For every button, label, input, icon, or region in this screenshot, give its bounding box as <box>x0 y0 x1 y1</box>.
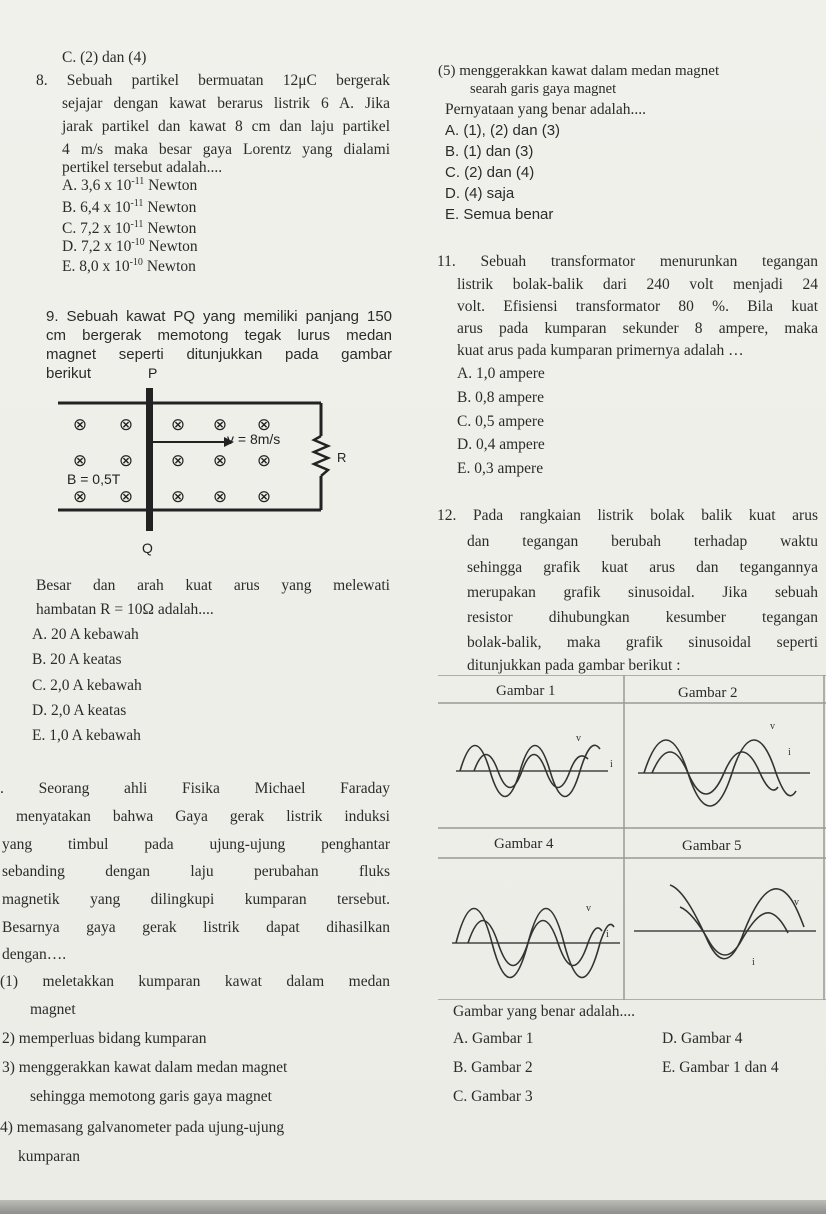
q9-line: magnet seperti ditunjukkan pada gambar <box>46 346 392 363</box>
label-i: i <box>752 957 755 968</box>
field-symbol: ⊗ <box>170 487 186 507</box>
q11-line: listrik bolak-balik dari 240 volt menjadi 24 <box>457 276 818 293</box>
q10-stem: Pernyataan yang benar adalah.... <box>445 101 646 118</box>
q9-line: 9. Sebuah kawat PQ yang memiliki panjang 150 <box>46 308 392 325</box>
q10-line: . Seorang ahli Fisika Michael Faraday <box>0 780 390 797</box>
field-symbol: ⊗ <box>72 415 88 435</box>
q8-option-d: D. 7,2 x $10^{-10}$ Newton <box>62 237 198 255</box>
q10-item-2: 2) memperluas bidang kumparan <box>2 1030 207 1047</box>
q9-line: hambatan R = 10Ω adalah.... <box>36 601 214 618</box>
q10-line: menyatakan bahwa Gaya gerak listrik induksi <box>16 808 390 825</box>
q11-line: arus pada kumparan sekunder 8 ampere, maka <box>457 320 818 337</box>
q10-item-4: kumparan <box>18 1148 80 1165</box>
q8-line: pertikel tersebut adalah.... <box>62 159 223 176</box>
field-symbol: ⊗ <box>170 415 186 435</box>
q10-line: sebanding dengan laju perubahan fluks <box>2 863 390 880</box>
label-gambar-4: Gambar 4 <box>494 836 554 852</box>
q12-line: sehingga grafik kuat arus dan tegangannya <box>467 559 818 576</box>
q10-item-3: 3) menggerakkan kawat dalam medan magnet <box>2 1059 288 1076</box>
field-symbol: ⊗ <box>72 487 88 507</box>
q12-option-d: D. Gambar 4 <box>662 1030 743 1047</box>
label-v: v <box>576 733 581 744</box>
q9-figure <box>50 364 370 564</box>
label-v: v <box>770 721 775 732</box>
q10-option-b: B. (1) dan (3) <box>445 143 534 160</box>
q8-option-a: A. 3,6 x $10^{-11}$ Newton <box>62 176 198 194</box>
q10-item-1: magnet <box>30 1001 76 1018</box>
q10-line: yang timbul pada ujung-ujung penghantar <box>2 836 390 853</box>
q12-option-b: B. Gambar 2 <box>453 1059 533 1076</box>
q10-item-5: searah garis gaya magnet <box>470 81 617 97</box>
field-symbol: ⊗ <box>212 487 228 507</box>
q11-option-c: C. 0,5 ampere <box>457 413 544 430</box>
rod-pq <box>146 388 153 531</box>
q11-line: volt. Efisiensi transformator 80 %. Bila kuat <box>457 298 818 315</box>
q12-line: dan tegangan berubah terhadap waktu <box>467 533 818 550</box>
page-edge-shadow <box>0 1200 826 1214</box>
q9-option-a: A. 20 A kebawah <box>32 626 139 643</box>
q8-line: 4 m/s maka besar gaya Lorentz yang dialami <box>62 141 390 158</box>
q10-option-c: C. (2) dan (4) <box>445 164 535 181</box>
label-p: P <box>148 365 158 381</box>
q9-option-b: B. 20 A keatas <box>32 651 122 668</box>
q10-line: magnetik yang dilingkupi kumparan tersebut. <box>2 891 390 908</box>
q10-option-e: E. Semua benar <box>445 206 554 223</box>
q9-option-c: C. 2,0 A kebawah <box>32 677 142 694</box>
q10-item-1: (1) meletakkan kumparan kawat dalam medan <box>0 973 390 990</box>
q9-line: Besar dan arah kuat arus yang melewati <box>36 577 390 594</box>
field-symbol: ⊗ <box>256 415 272 435</box>
label-r: R <box>337 450 347 465</box>
q10-line: dengan…. <box>2 946 67 963</box>
field-symbol: ⊗ <box>118 415 134 435</box>
q10-item-4: 4) memasang galvanometer pada ujung-ujung <box>0 1119 285 1136</box>
label-i: i <box>610 759 613 770</box>
label-i: i <box>788 747 791 758</box>
q8-line: 8. Sebuah partikel bermuatan 12μC bergerak <box>36 72 390 89</box>
field-symbol: ⊗ <box>256 487 272 507</box>
q8-option-e: E. 8,0 x $10^{-10}$ Newton <box>62 257 196 275</box>
q8-line: sejajar dengan kawat berarus listrik 6 A. Jika <box>62 95 390 112</box>
q9-line: cm bergerak memotong tegak lurus medan <box>46 327 392 344</box>
q11-line: kuat arus pada kumparan primernya adalah … <box>457 342 744 359</box>
label-gambar-5: Gambar 5 <box>682 838 742 854</box>
q11-option-d: D. 0,4 ampere <box>457 436 545 453</box>
q8-line: jarak partikel dan kawat 8 cm dan laju partikel <box>62 118 390 135</box>
q10-option-a: A. (1), (2) dan (3) <box>445 122 561 139</box>
q10-item-3: sehingga memotong garis gaya magnet <box>30 1088 272 1105</box>
label-i: i <box>606 929 609 940</box>
q11-option-b: B. 0,8 ampere <box>457 389 544 406</box>
field-symbol: ⊗ <box>212 451 228 471</box>
q12-stem: Gambar yang benar adalah.... <box>453 1003 636 1020</box>
q9-option-d: D. 2,0 A keatas <box>32 702 127 719</box>
resistor-r <box>314 436 328 476</box>
q7-option-c: C. (2) dan (4) <box>62 49 147 66</box>
q11-option-a: A. 1,0 ampere <box>457 365 545 382</box>
q10-item-5: (5) menggerakkan kawat dalam medan magnet <box>438 63 720 79</box>
graph-table <box>438 675 826 1000</box>
q8-option-c: C. 7,2 x $10^{-11}$ Newton <box>62 219 197 237</box>
q12-option-e: E. Gambar 1 dan 4 <box>662 1059 779 1076</box>
q8-option-b: B. 6,4 x $10^{-11}$ Newton <box>62 198 197 216</box>
q12-line: merupakan grafik sinusoidal. Jika sebuah <box>467 584 818 601</box>
field-symbol: ⊗ <box>212 415 228 435</box>
q9-option-e: E. 1,0 A kebawah <box>32 727 141 744</box>
label-velocity: v = 8m/s <box>227 431 281 447</box>
field-symbol: ⊗ <box>170 451 186 471</box>
q10-option-d: D. (4) saja <box>445 185 515 202</box>
field-symbol: ⊗ <box>118 487 134 507</box>
field-symbol: ⊗ <box>118 451 134 471</box>
label-v: v <box>586 903 591 914</box>
label-gambar-2: Gambar 2 <box>678 685 738 701</box>
q11-line: 11. Sebuah transformator menurunkan tegangan <box>437 253 818 270</box>
label-v: v <box>794 897 799 908</box>
q10-line: Besarnya gaya gerak listrik dapat dihasilkan <box>2 919 390 936</box>
q12-option-c: C. Gambar 3 <box>453 1088 533 1105</box>
label-gambar-1: Gambar 1 <box>496 683 556 699</box>
label-q: Q <box>142 540 153 556</box>
q9-line: berikut <box>46 365 92 382</box>
q12-line: 12. Pada rangkaian listrik bolak balik kuat arus <box>437 507 818 524</box>
q12-line: ditunjukkan pada gambar berikut : <box>467 657 681 674</box>
q11-option-e: E. 0,3 ampere <box>457 460 544 477</box>
q12-line: bolak-balik, maka grafik sinusoidal seperti <box>467 634 818 651</box>
q12-option-a: A. Gambar 1 <box>453 1030 534 1047</box>
label-field: B = 0,5T <box>67 471 121 487</box>
field-symbol: ⊗ <box>256 451 272 471</box>
q12-line: resistor dihubungkan kesumber tegangan <box>467 609 818 626</box>
field-symbol: ⊗ <box>72 451 88 471</box>
